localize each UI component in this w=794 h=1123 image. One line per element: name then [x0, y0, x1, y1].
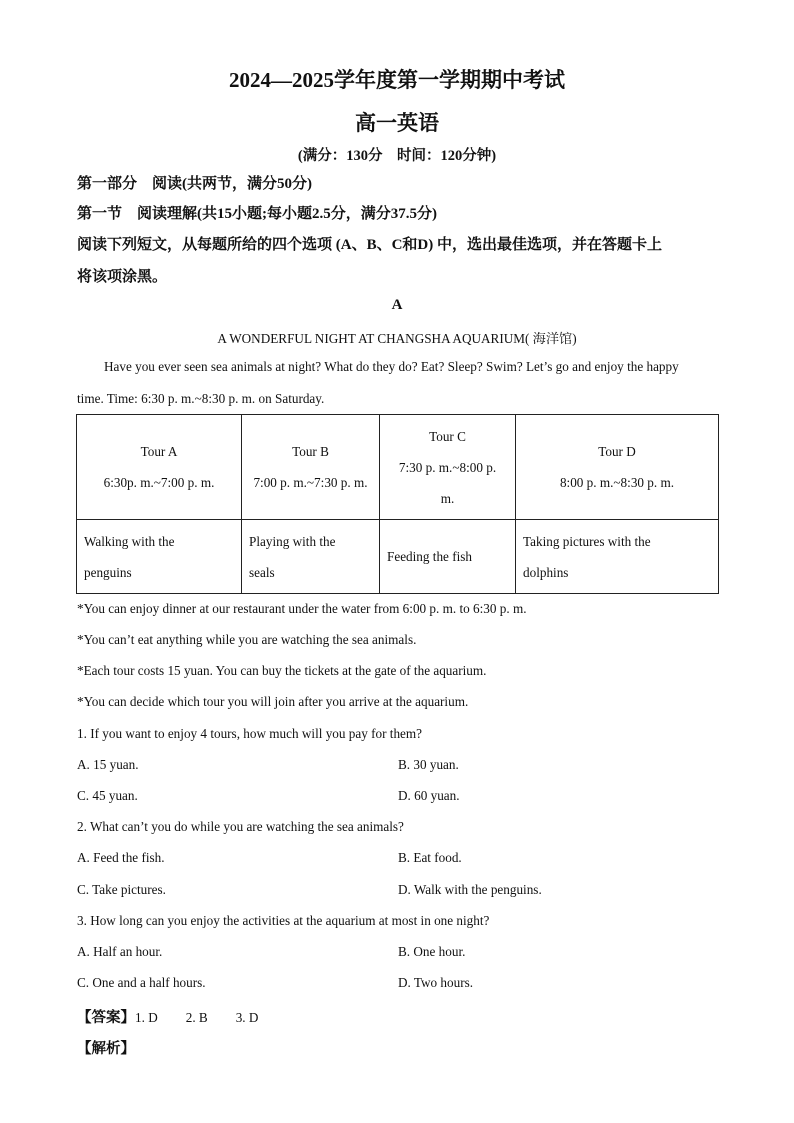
tour-name: Tour D [598, 444, 636, 459]
q1-option-c: C. 45 yuan. [77, 788, 138, 803]
answer-line [77, 1006, 258, 1027]
answer-1: 1. D [135, 1010, 158, 1025]
q3-option-c: C. One and a half hours. [77, 975, 206, 990]
tour-d-cell [516, 415, 719, 520]
answer-label: 【答案】 [77, 1010, 135, 1026]
question-1-stem: 1. If you want to enjoy 4 tours, how much will you pay for them? [77, 726, 423, 741]
activity-line: Walking with the [84, 533, 175, 549]
exam-title: 2024—2025学年度第一学期期中考试 [229, 68, 565, 92]
q1-option-b: B. 30 yuan. [398, 757, 459, 772]
tour-name: Tour C [429, 428, 466, 444]
activity-line: Taking pictures with the [523, 533, 651, 549]
q3-option-d: D. Two hours. [398, 975, 474, 990]
table-row [77, 415, 719, 520]
tour-time: 6:30p. m.~7:00 p. m. [103, 475, 215, 490]
note-cost: *Each tour costs 15 yuan. You can buy the tickets at the gate of the aquarium. [77, 663, 487, 678]
tour-b-activity [242, 520, 380, 594]
instruction-line2: 将该项涂黑。 [77, 269, 168, 285]
note-no-eating: *You can’t eat anything while you are watching the sea animals. [77, 632, 417, 647]
q1-option-a: A. 15 yuan. [77, 757, 139, 772]
answer-3: 3. D [235, 1010, 259, 1025]
q2-option-c: C. Take pictures. [77, 882, 166, 897]
tour-a-activity [77, 520, 242, 594]
instruction-line1: 阅读下列短文，从每题所给的四个选项 (A、B、C和D) 中，选出最佳选项，并在答题卡上 [77, 237, 662, 253]
q2-option-b: B. Eat food. [398, 850, 462, 865]
tour-time: 7:30 p. m.~8:00 p. [398, 459, 497, 475]
q2-option-d: D. Walk with the penguins. [398, 882, 542, 897]
question-2-stem: 2. What can’t you do while you are watching the sea animals? [77, 819, 404, 834]
q3-option-a: A. Half an hour. [77, 944, 163, 959]
note-choose-tour: *You can decide which tour you will join after you arrive at the aquarium. [77, 694, 469, 709]
exam-subject: 高一英语 [355, 111, 439, 135]
tour-c-cell [380, 415, 516, 520]
q3-option-b: B. One hour. [398, 944, 466, 959]
analysis-label: 【解析】 [77, 1041, 135, 1057]
q1-option-d: D. 60 yuan. [398, 788, 460, 803]
activity-line: dolphins [523, 564, 569, 580]
tour-d-activity [516, 520, 719, 594]
section1-heading: 第一节 阅读理解(共15小题;每小题2.5分，满分37.5分) [77, 206, 437, 222]
tours-table [76, 414, 719, 594]
activity-line: seals [249, 564, 275, 580]
question-3-stem: 3. How long can you enjoy the activities at the aquarium at most in one night? [77, 913, 490, 928]
part1-heading: 第一部分 阅读(共两节，满分50分) [77, 176, 312, 192]
table-row [77, 520, 719, 594]
tour-time: 7:00 p. m.~7:30 p. m. [253, 475, 368, 490]
activity-line: penguins [84, 564, 132, 580]
tour-c-activity [380, 520, 516, 594]
tour-time-cont: m. [440, 490, 455, 506]
activity-line: Playing with the [249, 533, 336, 549]
activity-line: Feeding the fish [387, 549, 472, 564]
tour-name: Tour A [140, 444, 178, 459]
q2-option-a: A. Feed the fish. [77, 850, 165, 865]
tour-b-cell [242, 415, 380, 520]
note-dinner: *You can enjoy dinner at our restaurant under the water from 6:00 p. m. to 6:30 p. m. [77, 601, 527, 616]
intro-line1: Have you ever seen sea animals at night? What do they do? Eat? Sleep? Swim? Let’s go and enjoy the happy [104, 359, 679, 374]
intro-line2: time. Time: 6:30 p. m.~8:30 p. m. on Saturday. [77, 391, 325, 406]
tour-name: Tour B [292, 444, 329, 459]
tour-time: 8:00 p. m.~8:30 p. m. [559, 475, 675, 490]
passage-letter: A [391, 297, 403, 313]
tour-a-cell [77, 415, 242, 520]
answer-2: 2. B [185, 1010, 208, 1025]
score-info: (满分：130分 时间：120分钟) [297, 148, 497, 164]
passage-title: A WONDERFUL NIGHT AT CHANGSHA AQUARIUM( 海洋馆) [217, 331, 577, 346]
